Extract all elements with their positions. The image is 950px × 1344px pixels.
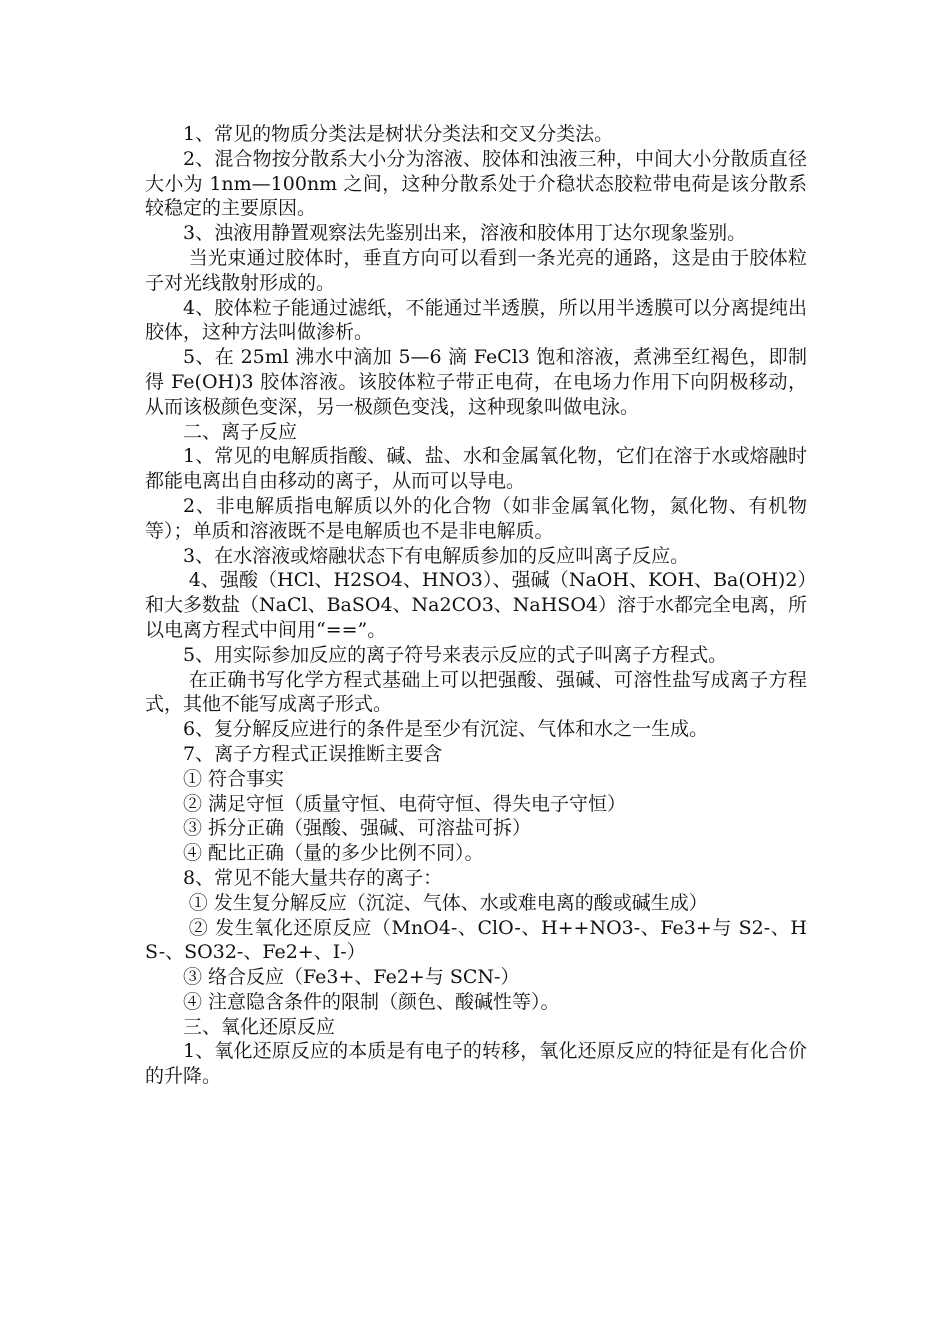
- paragraph-12: 在正确书写化学方程式基础上可以把强酸、强碱、可溶性盐写成离子方程式，其他不能写成离子形式。: [145, 668, 807, 716]
- list-item-8: ④ 注意隐含条件的限制（颜色、酸碱性等）。: [183, 990, 560, 1013]
- paragraph-1: 1、常见的物质分类法是树状分类法和交叉分类法。: [183, 123, 614, 145]
- paragraph-4: 当光束通过胶体时，垂直方向可以看到一条光亮的通路，这是由于胶体粒子对光线散射形成的。: [145, 246, 807, 294]
- list-item-3: ③ 拆分正确（强酸、强碱、可溶盐可拆）: [183, 817, 532, 840]
- paragraph-3: 3、浊液用静置观察法先鉴别出来，溶液和胶体用丁达尔现象鉴别。: [183, 222, 747, 245]
- list-item-6: ② 发生氧化还原反应（MnO4-、ClO-、H++NO3-、Fe3+与 S2-、HS-、SO32-、Fe2+、I-）: [145, 916, 807, 964]
- list-item-7: ③ 络合反应（Fe3+、Fe2+与 SCN-）: [183, 966, 520, 989]
- paragraph-2: 2、混合物按分散系大小分为溶液、胶体和浊液三种，中间大小分散质直径大小为 1nm—100nm 之间，这种分散系处于介稳状态胶粒带电荷是该分散系较稳定的主要原因。: [145, 147, 807, 220]
- list-item-2: ② 满足守恒（质量守恒、电荷守恒、得失电子守恒）: [183, 792, 627, 815]
- paragraph-8: 2、非电解质指电解质以外的化合物（如非金属氧化物，氮化物、有机物等）；单质和溶液既不是电解质也不是非电解质。: [145, 494, 807, 542]
- list-item-4: ④ 配比正确（量的多少比例不同）。: [183, 842, 484, 865]
- section-heading-ion-reaction: 二、离子反应: [183, 420, 298, 443]
- document-body: [145, 122, 807, 1089]
- paragraph-15: 8、常见不能大量共存的离子：: [183, 866, 443, 889]
- list-item-5: ① 发生复分解反应（沉淀、气体、水或难电离的酸或碱生成）: [188, 891, 708, 914]
- paragraph-5: 4、胶体粒子能通过滤纸，不能通过半透膜，所以用半透膜可以分离提纯出胶体，这种方法叫做渗析。: [145, 296, 807, 344]
- paragraph-6: 5、在 25ml 沸水中滴加 5—6 滴 FeCl3 饱和溶液，煮沸至红褐色，即制得 Fe(OH)3 胶体溶液。该胶体粒子带正电荷，在电场力作用下向阴极移动，从而该极颜色变深，另一极颜色变浅，这种现象叫做电泳。: [145, 346, 807, 418]
- paragraph-13: 6、复分解反应进行的条件是至少有沉淀、气体和水之一生成。: [183, 718, 709, 741]
- section-heading-redox: 三、氧化还原反应: [183, 1015, 336, 1038]
- paragraph-9: 3、在水溶液或熔融状态下有电解质参加的反应叫离子反应。: [183, 544, 690, 567]
- list-item-1: ① 符合事实: [183, 767, 285, 790]
- paragraph-10: 4、强酸（HCl、H2SO4、HNO3）、强碱（NaOH、KOH、Ba(OH)2）和大多数盐（NaCl、BaSO4、Na2CO3、NaHSO4）溶于水都完全电离，所以电离方程式中间用“==”。: [145, 569, 807, 641]
- paragraph-7: 1、常见的电解质指酸、碱、盐、水和金属氧化物，它们在溶于水或熔融时都能电离出自由移动的离子，从而可以导电。: [145, 445, 807, 493]
- paragraph-16: 1、氧化还原反应的本质是有电子的转移，氧化还原反应的特征是有化合价的升降。: [145, 1040, 807, 1088]
- paragraph-14: 7、离子方程式正误推断主要含: [183, 742, 443, 765]
- paragraph-11: 5、用实际参加反应的离子符号来表示反应的式子叫离子方程式。: [183, 643, 728, 666]
